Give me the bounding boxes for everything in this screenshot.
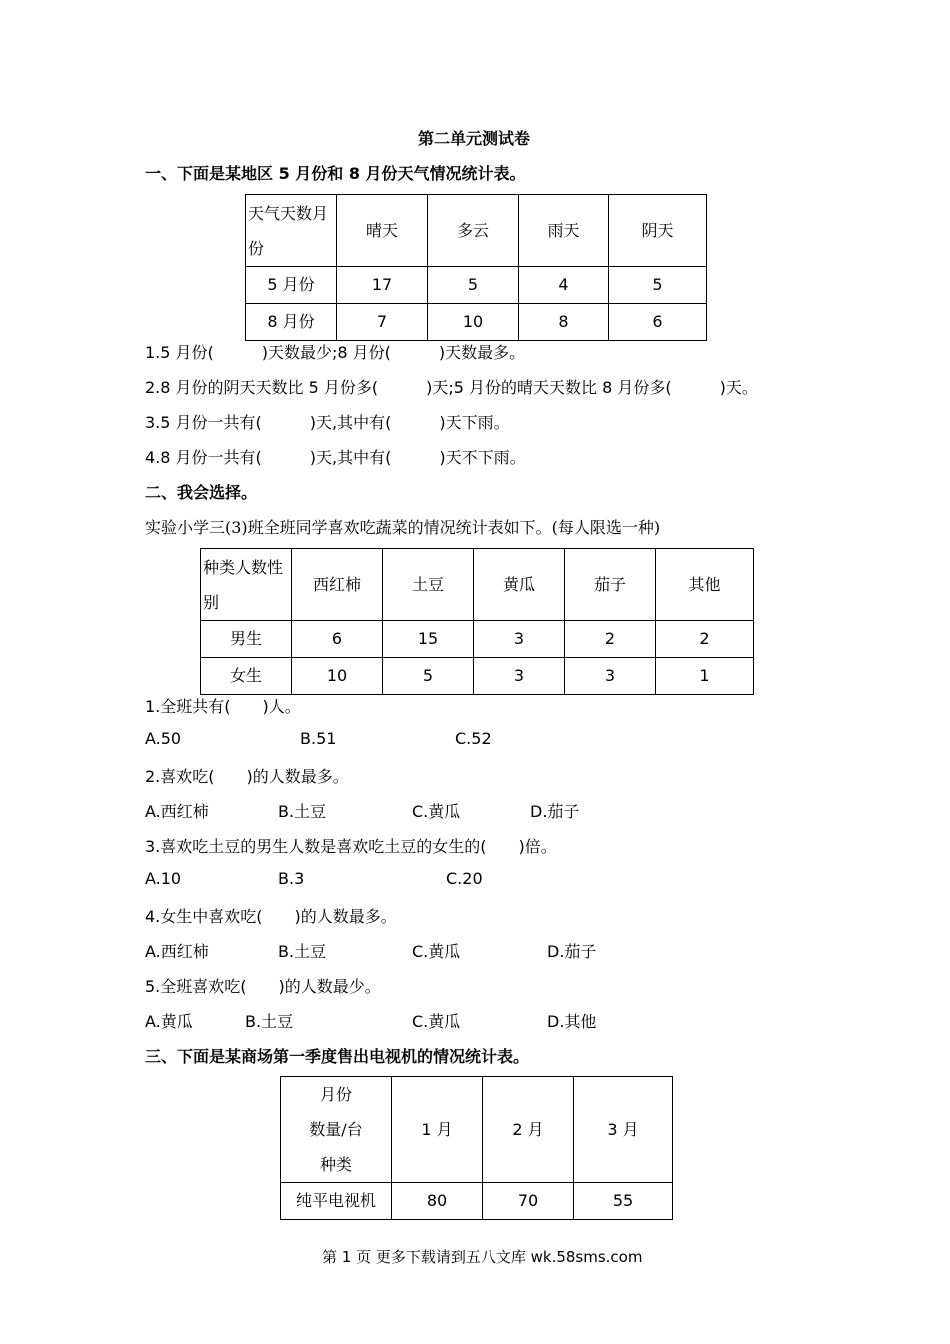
table-cell: 4: [519, 267, 609, 304]
option: C.黄瓜: [412, 802, 461, 821]
vegetable-col-header: 黄瓜: [474, 549, 565, 621]
tv-table-corner: [281, 1077, 392, 1183]
table-cell: 1: [656, 658, 754, 695]
table-row: [281, 1183, 673, 1220]
option: A.黄瓜: [145, 1012, 193, 1031]
question-2-3: 3.喜欢吃土豆的男生人数是喜欢吃土豆的女生的( )倍。: [145, 837, 557, 856]
section-3-heading: 三、下面是某商场第一季度售出电视机的情况统计表。: [145, 1047, 530, 1066]
table-cell: 15: [383, 621, 474, 658]
table-row: [246, 267, 707, 304]
option: D.茄子: [530, 802, 580, 821]
question-1-3: 3.5 月份一共有( )天,其中有( )天下雨。: [145, 413, 510, 432]
question-2-4: 4.女生中喜欢吃( )的人数最多。: [145, 907, 397, 926]
option: A.西红柿: [145, 802, 209, 821]
table-cell: 2: [656, 621, 754, 658]
weather-col-header: 多云: [428, 195, 519, 267]
weather-table-corner: 天气天数月份: [246, 195, 337, 267]
question-1-4: 4.8 月份一共有( )天,其中有( )天不下雨。: [145, 448, 526, 467]
table-cell: 5: [383, 658, 474, 695]
vegetable-table-corner: 种类人数性别: [201, 549, 292, 621]
row-label: 纯平电视机: [281, 1183, 392, 1220]
table-row: [201, 658, 754, 695]
option: B.土豆: [278, 802, 327, 821]
option: A.10: [145, 869, 182, 888]
table-cell: 10: [428, 304, 519, 341]
tv-col-header: 1 月: [392, 1077, 483, 1183]
section-1-heading: 一、下面是某地区 5 月份和 8 月份天气情况统计表。: [145, 164, 526, 183]
vegetable-col-header: 土豆: [383, 549, 474, 621]
question-1-2: 2.8 月份的阴天天数比 5 月份多( )天;5 月份的晴天天数比 8 月份多( )天。: [145, 378, 758, 397]
weather-table: [245, 194, 707, 341]
weather-col-header: 雨天: [519, 195, 609, 267]
table-cell: 5: [428, 267, 519, 304]
tv-col-header: 2 月: [483, 1077, 574, 1183]
vegetable-table: [200, 548, 754, 695]
table-cell: 10: [292, 658, 383, 695]
row-label: 5 月份: [246, 267, 337, 304]
option: C.黄瓜: [412, 1012, 461, 1031]
table-row: [201, 621, 754, 658]
row-label: 男生: [201, 621, 292, 658]
question-1-1: 1.5 月份( )天数最少;8 月份( )天数最多。: [145, 343, 526, 362]
table-cell: 3: [565, 658, 656, 695]
table-cell: 6: [292, 621, 383, 658]
page-footer: 第 1 页 更多下载请到五八文库 wk.58sms.com: [322, 1248, 643, 1266]
section-2-heading: 二、我会选择。: [145, 483, 258, 502]
vegetable-col-header: 西红柿: [292, 549, 383, 621]
section-2-intro: 实验小学三(3)班全班同学喜欢吃蔬菜的情况统计表如下。(每人限选一种): [145, 518, 661, 537]
option: D.其他: [547, 1012, 597, 1031]
table-cell: 8: [519, 304, 609, 341]
table-cell: 80: [392, 1183, 483, 1220]
option: D.茄子: [547, 942, 597, 961]
option: B.3: [278, 869, 305, 888]
table-cell: 3: [474, 621, 565, 658]
vegetable-col-header: 茄子: [565, 549, 656, 621]
option: A.50: [145, 729, 182, 748]
table-cell: 6: [609, 304, 707, 341]
row-label: 8 月份: [246, 304, 337, 341]
corner-mid-label: 数量/台: [309, 1120, 363, 1139]
table-row: [246, 304, 707, 341]
corner-bottom-label: 种类: [319, 1155, 352, 1174]
question-2-1: 1.全班共有( )人。: [145, 697, 301, 716]
row-label: 女生: [201, 658, 292, 695]
option: A.西红柿: [145, 942, 209, 961]
weather-col-header: 阴天: [609, 195, 707, 267]
weather-col-header: 晴天: [337, 195, 428, 267]
table-cell: 70: [483, 1183, 574, 1220]
table-cell: 5: [609, 267, 707, 304]
option: B.51: [300, 729, 337, 748]
table-cell: 55: [574, 1183, 673, 1220]
question-2-2: 2.喜欢吃( )的人数最多。: [145, 767, 349, 786]
option: C.52: [455, 729, 492, 748]
vegetable-col-header: 其他: [656, 549, 754, 621]
tv-col-header: 3 月: [574, 1077, 673, 1183]
question-2-5: 5.全班喜欢吃( )的人数最少。: [145, 977, 381, 996]
page-title: 第二单元测试卷: [418, 129, 531, 148]
option: C.黄瓜: [412, 942, 461, 961]
table-cell: 3: [474, 658, 565, 695]
table-cell: 2: [565, 621, 656, 658]
option: C.20: [446, 869, 483, 888]
table-cell: 7: [337, 304, 428, 341]
option: B.土豆: [278, 942, 327, 961]
table-cell: 17: [337, 267, 428, 304]
corner-top-label: 月份: [319, 1085, 352, 1104]
option: B.土豆: [245, 1012, 294, 1031]
tv-sales-table: [280, 1076, 673, 1220]
